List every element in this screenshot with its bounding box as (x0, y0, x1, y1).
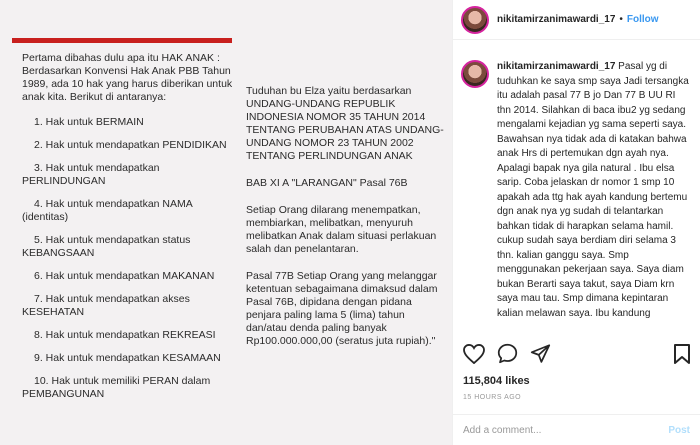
right-title: 6. Hak untuk mendapatkan MAKANAN (34, 270, 215, 282)
share-icon[interactable] (530, 344, 551, 369)
right-title: 1. Hak untuk BERMAIN (34, 116, 144, 128)
rights-list-item (22, 234, 237, 260)
right-title-continued: PERLINDUNGAN (22, 175, 106, 187)
right-title: 7. Hak untuk mendapatkan akses (34, 293, 190, 305)
caption-avatar[interactable] (461, 60, 489, 88)
rights-list-item (22, 116, 237, 129)
right-title: 4. Hak untuk mendapatkan NAMA (34, 198, 193, 210)
right-title: 5. Hak untuk mendapatkan status (34, 234, 191, 246)
right-title: 2. Hak untuk mendapatkan PENDIDIKAN (34, 139, 227, 151)
timestamp: 15 HOURS AGO (463, 394, 522, 401)
right-title: 3. Hak untuk mendapatkan (34, 162, 160, 174)
avatar[interactable] (461, 6, 489, 34)
rights-list (22, 116, 237, 401)
article-77b-text: Pasal 77B Setiap Orang yang melanggar ketentuan sebagaimana dimaksud dalam Pasal 76B, dipidana dengan pidana penjara paling lama 5 (lima) tahun dan/atau denda paling banyak Rp100.000.000,00 (seratus juta rupiah)." (246, 270, 438, 347)
right-title: 8. Hak untuk mendapatkan REKREASI (34, 329, 216, 341)
like-count[interactable]: 115,804 likes (463, 375, 530, 387)
rights-list-item (22, 139, 237, 152)
caption (461, 60, 692, 338)
rights-list-item (22, 352, 237, 365)
caption-username[interactable]: nikitamirzanimawardi_17 (497, 61, 616, 72)
caption-text: Pasal yg di tuduhkan ke saya smp saya Jadi tersangka itu adalah pasal 77 B jo Dan 77 B UU RI thn 2014. Silahkan di baca ibu2 yg sedang mengalami kejadian yg sama seperti saya. Bawahsan nya tidak ada di katakan bahwa anak Hrs di pertemukan dgn ayah nya. Apalagi bapak nya gila natural . Ibu elsa sarip. Coba jelaskan dr nomor 1 smp 10 apakah ada ttg hak ayah kandung bertemu dgn anak nya yg sudah di telantarkan bahkan tidak di harapkan selama hamil. cukup sudah saya berdiam diri selama 3 thn. kalian ganggu saya. Smp menggunakan pekerjaan saya. Saya diam bukan Berarti saya takut, saya Diam krn saya mau tau. Smp dimana kepintaran kalian melawan saya. Ibu kandung (497, 61, 689, 319)
right-title-continued: KESEHATAN (22, 306, 85, 318)
right-title-continued: KEBANGSAAN (22, 247, 95, 259)
post-header (453, 0, 700, 40)
comment-icon[interactable] (497, 343, 518, 369)
post-side-panel (452, 0, 700, 445)
right-title: 9. Hak untuk mendapatkan KESAMAAN (34, 352, 221, 364)
rights-list-item (22, 329, 237, 342)
right-title-continued: (identitas) (22, 211, 69, 223)
comment-input[interactable] (463, 425, 668, 436)
caption-text-block (497, 60, 692, 338)
rights-intro: Pertama dibahas dulu apa itu HAK ANAK : Berdasarkan Konvensi Hak Anak PBB Tahun 1989, ada 10 hak yang harus diberikan untuk anak kita. Berikut di antaranya: (22, 52, 233, 103)
heart-icon[interactable] (463, 344, 485, 369)
rights-list-item (22, 270, 237, 283)
red-header-bar (12, 38, 232, 43)
law-reference: Tuduhan bu Elza yaitu berdasarkan UNDANG-UNDANG REPUBLIK INDONESIA NOMOR 35 TAHUN 2014 TENTANG PERUBAHAN ATAS UNDANG-UNDANG NOMOR 23 TAHUN 2002 TENTANG PERLINDUNGAN ANAK (246, 85, 444, 162)
article-76b-text: Setiap Orang dilarang menempatkan, membiarkan, melibatkan, menyuruh melibatkan Anak dalam situasi perlakuan salah dan penelantaran. (246, 204, 437, 255)
right-title-continued: PEMBANGUNAN (22, 388, 105, 400)
chapter-heading: BAB XI A "LARANGAN" Pasal 76B (246, 177, 408, 189)
right-title: 10. Hak untuk memiliki PERAN dalam (34, 375, 211, 387)
comment-bar (453, 414, 700, 445)
header-username[interactable]: nikitamirzanimawardi_17 (497, 14, 616, 25)
rights-list-item (22, 293, 237, 319)
bookmark-icon[interactable] (674, 344, 690, 369)
rights-list-item (22, 198, 237, 224)
document-left-column (22, 52, 237, 411)
separator-dot: • (619, 14, 623, 25)
document-right-column (246, 85, 446, 362)
follow-button[interactable]: Follow (626, 14, 659, 25)
action-bar (463, 345, 690, 367)
post-button[interactable]: Post (668, 424, 690, 436)
rights-list-item (22, 162, 237, 188)
rights-list-item (22, 375, 237, 401)
